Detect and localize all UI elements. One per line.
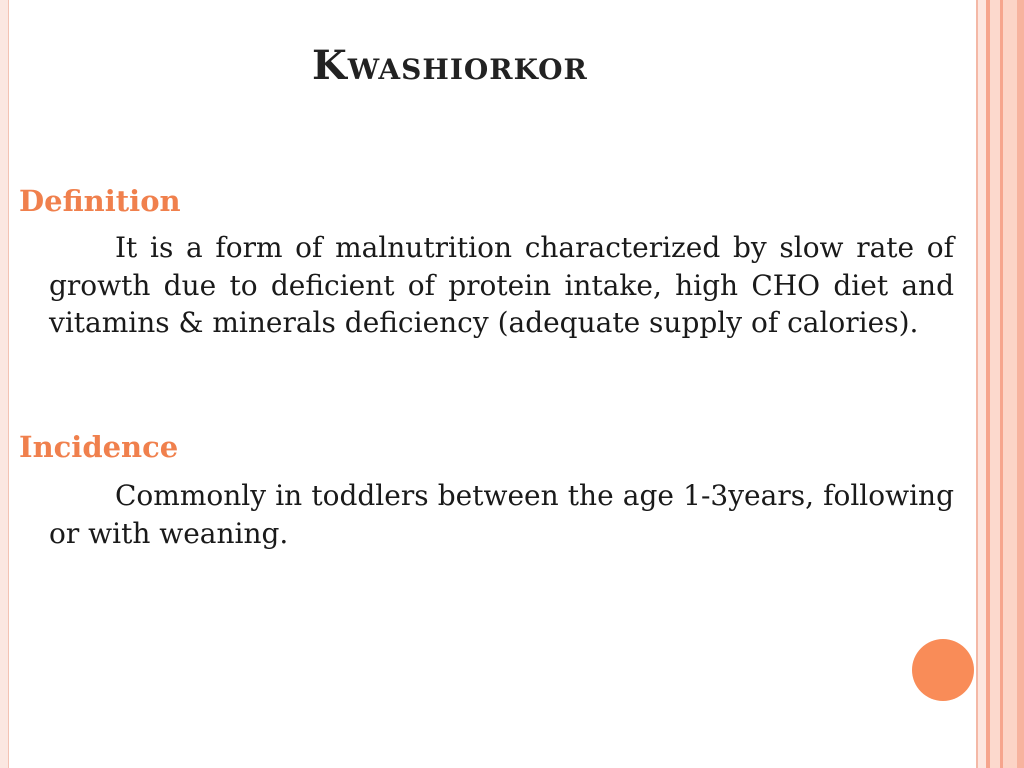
slide-title: Kwashiorkor: [312, 42, 588, 89]
definition-text: It is a form of malnutrition characterized by slow rate of growth due to deficient of protein intake, high CHO diet and vitamins & minerals deficiency (adequate supply of calories).: [49, 231, 954, 339]
decorative-stripe: [978, 0, 986, 768]
slide-content-area: [9, 0, 976, 768]
decorative-stripe: [1017, 0, 1024, 768]
incidence-text: Commonly in toddlers between the age 1-3years, following or with weaning.: [49, 479, 954, 550]
incidence-heading: Incidence: [19, 430, 179, 464]
definition-heading: Definition: [19, 184, 181, 218]
decorative-stripe: [990, 0, 1000, 768]
decorative-stripe: [1003, 0, 1017, 768]
left-edge-border: [0, 0, 9, 768]
decorative-circle: [912, 639, 974, 701]
